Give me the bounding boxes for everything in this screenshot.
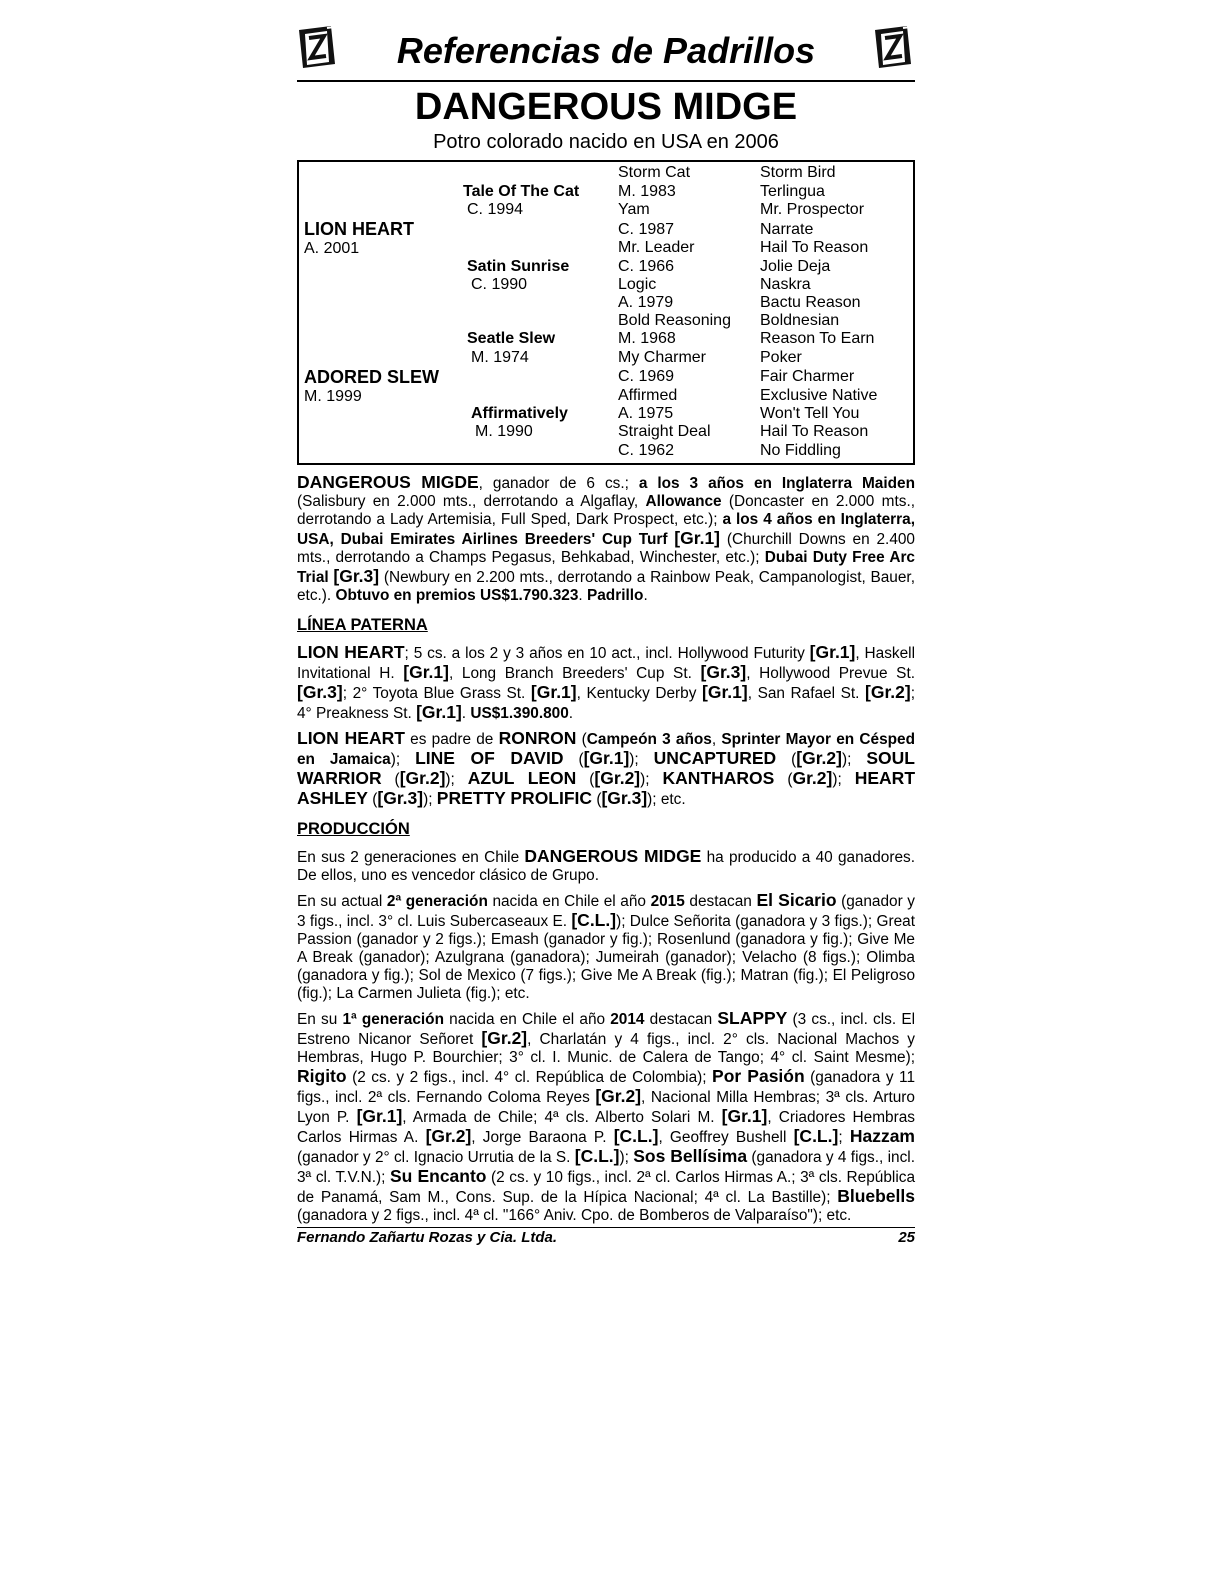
text-run: 1ª generación bbox=[342, 1011, 444, 1028]
text-run: ( bbox=[774, 771, 793, 788]
text-run: (ganador y 3 figs., incl. 3° cl. Luis Subercaseaux E. bbox=[297, 893, 916, 930]
pedigree-gen3-name: Affirmed bbox=[618, 387, 678, 404]
text-run: . bbox=[643, 587, 648, 604]
text-run: En sus 2 generaciones en Chile bbox=[297, 849, 525, 866]
text-run: ; bbox=[838, 1129, 850, 1146]
text-run: destacan bbox=[644, 1011, 718, 1028]
horse-name: DANGEROUS MIDGE bbox=[414, 86, 798, 128]
page-footer bbox=[297, 1227, 915, 1247]
grade-label: [Gr.1] bbox=[583, 748, 630, 768]
text-run: , San Rafael St. bbox=[747, 685, 865, 702]
text-run: Sos Bellísima bbox=[633, 1146, 748, 1166]
pedigree-gen4-name: Naskra bbox=[760, 276, 811, 293]
pedigree-dam-info: M. 1999 bbox=[304, 388, 362, 405]
grade-label: [C.L.] bbox=[613, 1126, 659, 1146]
text-run: . bbox=[461, 705, 471, 722]
pedigree-gen3-info: C. 1966 bbox=[618, 258, 675, 275]
text-run: (ganadora y 4 figs., incl. 3ª cl. T.V.N.); bbox=[297, 1149, 915, 1186]
text-run: El Sicario bbox=[756, 890, 837, 910]
pedigree-gen3-name: Straight Deal bbox=[618, 423, 711, 440]
text-run: destacan bbox=[684, 893, 757, 910]
grade-label: [Gr.1] bbox=[674, 528, 721, 548]
text-run: , Geoffrey Bushell bbox=[658, 1129, 794, 1146]
text-run: (Salisbury en 2.000 mts., derrotando a Algaflay, bbox=[297, 493, 646, 510]
section-title-produccion: PRODUCCIÓN bbox=[297, 820, 410, 838]
pedigree-table bbox=[297, 160, 915, 465]
grade-label: [Gr.1] bbox=[416, 702, 462, 722]
grade-label: [Gr.2] bbox=[796, 748, 842, 768]
text-run: SOUL WARRIOR bbox=[297, 748, 915, 788]
text-run: ); bbox=[619, 1149, 634, 1166]
text-run: LION HEART bbox=[297, 728, 405, 748]
text-run: ); bbox=[445, 771, 468, 788]
pedigree-gen3-info: M. 1968 bbox=[618, 330, 676, 347]
text-run: ); bbox=[841, 751, 867, 768]
text-run: (2 cs. y 2 figs., incl. 4° cl. República de Colombia); bbox=[346, 1069, 713, 1086]
text-run: , Charlatán y 4 figs., incl. 2° cls. Nacional Machos y Hembras, Hugo P. Bourchier; 3° cl. I. Munic. de Calera de Tango; 4° cl. Saint Mesme); bbox=[297, 1031, 915, 1066]
text-run: , Nacional Milla Hembras; 3ª cls. Arturo Lyon P. bbox=[297, 1089, 915, 1126]
text-run: SLAPPY bbox=[717, 1008, 788, 1028]
text-run: (ganador y 2° cl. Ignacio Urrutia de la S. bbox=[297, 1149, 575, 1166]
text-run: (Doncaster en 2.000 mts., derrotando a Lady Artemisia, Full Sped, Dark Prospect, etc.); bbox=[297, 493, 915, 528]
pedigree-gen2-name: Tale Of The Cat bbox=[463, 183, 580, 200]
text-run: Padrillo bbox=[586, 587, 644, 604]
text-run: Por Pasión bbox=[712, 1066, 805, 1086]
text-run: Allowance bbox=[645, 493, 722, 510]
pedigree-gen4-name: Mr. Prospector bbox=[760, 201, 865, 218]
pedigree-gen4-name: Fair Charmer bbox=[760, 368, 855, 385]
text-run: (ganadora y 2 figs., incl. 4ª cl. "166° Aniv. Cpo. de Bomberos de Valparaíso"); etc. bbox=[297, 1207, 852, 1224]
pedigree-gen2-info: C. 1994 bbox=[467, 201, 524, 218]
text-run: Su Encanto bbox=[389, 1166, 487, 1186]
pedigree-gen4-name: Exclusive Native bbox=[760, 387, 878, 404]
pedigree-gen3-info: C. 1969 bbox=[618, 368, 675, 385]
text-run: AZUL LEON bbox=[467, 768, 577, 788]
pedigree-gen4-name: Jolie Deja bbox=[760, 258, 831, 275]
grade-label: [Gr.1] bbox=[530, 682, 577, 702]
text-run: Hazzam bbox=[849, 1126, 915, 1146]
pedigree-gen3-info: A. 1979 bbox=[618, 294, 674, 311]
stylized-z-emblem-icon bbox=[873, 24, 913, 70]
pedigree-gen3-name: Yam bbox=[618, 201, 650, 218]
text-run: En su bbox=[297, 1011, 343, 1028]
text-run: En su actual bbox=[297, 893, 387, 910]
grade-label: [C.L.] bbox=[793, 1126, 839, 1146]
text-run: ( bbox=[576, 771, 595, 788]
pedigree-gen2-info: C. 1990 bbox=[471, 276, 528, 293]
text-run: Obtuvo en premios US$1.790.323 bbox=[335, 587, 579, 604]
text-run: ( bbox=[381, 771, 400, 788]
grade-label: [Gr.2] bbox=[865, 682, 911, 702]
horse-subtitle: Potro colorado nacido en USA en 2006 bbox=[433, 131, 779, 153]
grade-label: [Gr.1] bbox=[809, 642, 856, 662]
grade-label: [Gr.1] bbox=[721, 1106, 768, 1126]
text-run: , Long Branch Breeders' Cup St. bbox=[448, 665, 701, 682]
pedigree-gen3-name: Logic bbox=[618, 276, 657, 293]
text-run: PRETTY PROLIFIC bbox=[436, 788, 593, 808]
text-run: Dubai Duty Free Arc Trial bbox=[297, 549, 915, 586]
grade-label: [Gr.1] bbox=[702, 682, 748, 702]
text-run: ( bbox=[576, 731, 587, 748]
grade-label: [Gr.3] bbox=[601, 788, 648, 808]
text-run: 2ª generación bbox=[386, 893, 488, 910]
grade-label: Gr.2] bbox=[792, 768, 833, 788]
pedigree-gen4-name: Won't Tell You bbox=[760, 405, 860, 422]
text-run: , Armada de Chile; 4ª cls. Alberto Solari M. bbox=[402, 1109, 722, 1126]
pedigree-gen2-info: M. 1974 bbox=[471, 349, 529, 366]
linea-paragraph-1 bbox=[297, 643, 915, 723]
text-run: a los 3 años en Inglaterra Maiden bbox=[638, 475, 915, 492]
pedigree-gen3-name: Mr. Leader bbox=[618, 239, 695, 256]
text-run: (ganadora y 11 figs., incl. 2ª cls. Fernando Coloma Reyes bbox=[297, 1069, 916, 1106]
pedigree-gen4-name: Hail To Reason bbox=[760, 423, 869, 440]
text-run: ); bbox=[629, 751, 654, 768]
text-run: , ganador de 6 cs.; bbox=[478, 475, 639, 492]
text-run: ); bbox=[640, 771, 663, 788]
grade-label: [Gr.2] bbox=[399, 768, 446, 788]
pedigree-gen4-name: Narrate bbox=[760, 221, 814, 238]
text-run: a los 4 años en Inglaterra, USA, Dubai Emirates Airlines Breeders' Cup Turf bbox=[297, 511, 915, 548]
grade-label: [Gr.1] bbox=[356, 1106, 403, 1126]
grade-label: [Gr.2] bbox=[594, 768, 641, 788]
pedigree-gen3-info: A. 1975 bbox=[618, 405, 674, 422]
text-run: (Newbury en 2.200 mts., derrotando a Rainbow Peak, Campanologist, Bauer, etc.). bbox=[297, 569, 915, 604]
text-run: , Criadores Hembras Carlos Hirmas A. bbox=[297, 1109, 915, 1146]
page-number: 25 bbox=[898, 1229, 915, 1246]
text-run: UNCAPTURED bbox=[653, 748, 777, 768]
text-run: 2015 bbox=[650, 893, 685, 910]
pedigree-gen4-name: Storm Bird bbox=[760, 164, 836, 181]
text-run: ha producido a 40 ganadores. De ellos, uno es vencedor clásico de Grupo. bbox=[297, 849, 915, 884]
pedigree-gen4-name: Poker bbox=[760, 349, 802, 366]
text-run: , Kentucky Derby bbox=[576, 685, 702, 702]
section-title-linea-paterna: LÍNEA PATERNA bbox=[297, 616, 428, 634]
header-title: Referencias de Padrillos bbox=[396, 30, 816, 71]
produccion-paragraph-2 bbox=[297, 891, 915, 1003]
pedigree-gen4-name: Terlingua bbox=[760, 183, 825, 200]
pedigree-gen2-name: Satin Sunrise bbox=[467, 258, 570, 275]
pedigree-gen4-name: Boldnesian bbox=[760, 312, 840, 329]
grade-label: [C.L.] bbox=[571, 910, 617, 930]
text-run: Campeón 3 años bbox=[586, 731, 712, 748]
campaign-paragraph bbox=[297, 473, 915, 605]
linea-paragraph-2 bbox=[297, 729, 915, 809]
pedigree-gen4-name: Hail To Reason bbox=[760, 239, 869, 256]
document-page bbox=[297, 20, 915, 1247]
text-run: ); etc. bbox=[647, 791, 686, 808]
pedigree-gen3-name: My Charmer bbox=[618, 349, 707, 366]
text-run: es padre de bbox=[404, 731, 499, 748]
horse-name-inline: DANGEROUS MIGDE bbox=[297, 472, 479, 492]
text-run: Rigito bbox=[297, 1066, 347, 1086]
text-run: ( bbox=[563, 751, 584, 768]
text-run: , bbox=[711, 731, 722, 748]
grade-label: [Gr.3] bbox=[333, 566, 380, 586]
grade-label: [Gr.2] bbox=[425, 1126, 472, 1146]
text-run: nacida en Chile el año bbox=[487, 893, 651, 910]
text-run: KANTHAROS bbox=[662, 768, 775, 788]
pedigree-gen2-name: Seatle Slew bbox=[467, 330, 556, 347]
pedigree-gen2-info: M. 1990 bbox=[475, 423, 533, 440]
grade-label: [Gr.3] bbox=[700, 662, 747, 682]
text-run: Bluebells bbox=[837, 1186, 915, 1206]
produccion-paragraph-3 bbox=[297, 1009, 915, 1225]
text-run: (2 cs. y 10 figs., incl. 2ª cl. Carlos Hirmas A.; 3ª cls. República de Panamá, Sam M., Cons. Sup. de la Hípica Nacional; 4ª cl. La Bastille); bbox=[297, 1169, 915, 1206]
pedigree-gen3-name: Storm Cat bbox=[618, 164, 691, 181]
text-run: LINE OF DAVID bbox=[415, 748, 564, 768]
produccion-paragraph-1 bbox=[297, 847, 915, 885]
text-run: , Hollywood Prevue St. bbox=[746, 665, 916, 682]
text-run: ); bbox=[423, 791, 437, 808]
grade-label: [Gr.3] bbox=[297, 682, 343, 702]
text-run: ); bbox=[390, 751, 416, 768]
grade-label: [Gr.2] bbox=[481, 1028, 528, 1048]
text-run: ; 4° Preakness St. bbox=[297, 685, 915, 722]
text-run: . bbox=[568, 705, 574, 722]
pedigree-gen3-info: C. 1962 bbox=[618, 442, 675, 459]
pedigree-gen2-name: Affirmatively bbox=[471, 405, 568, 422]
text-run: ( bbox=[367, 791, 378, 808]
pedigree-sire-info: A. 2001 bbox=[304, 240, 360, 257]
pedigree-gen3-info: C. 1987 bbox=[618, 221, 675, 238]
grade-label: [Gr.2] bbox=[595, 1086, 642, 1106]
text-run: ; 2° Toyota Blue Grass St. bbox=[342, 685, 531, 702]
page-header bbox=[297, 20, 915, 82]
text-run: (3 cs., incl. cls. El Estreno Nicanor Señoret bbox=[297, 1011, 916, 1048]
footer-company: Fernando Zañartu Rozas y Cia. Ltda. bbox=[297, 1229, 558, 1246]
pedigree-dam-name: ADORED SLEW bbox=[304, 367, 439, 387]
pedigree-gen3-info: M. 1983 bbox=[618, 183, 676, 200]
text-run: nacida en Chile el año bbox=[443, 1011, 611, 1028]
text-run: Sprinter Mayor en Césped en Jamaica bbox=[297, 731, 915, 768]
text-run: HEART ASHLEY bbox=[297, 768, 916, 808]
text-run: DANGEROUS MIDGE bbox=[524, 846, 702, 866]
grade-label: [Gr.3] bbox=[377, 788, 424, 808]
text-run: ); bbox=[832, 771, 855, 788]
grade-label: [Gr.1] bbox=[403, 662, 449, 682]
text-run: ; 5 cs. a los 2 y 3 años en 10 act., incl. Hollywood Futurity bbox=[404, 645, 810, 662]
text-run: (Churchill Downs en 2.400 mts., derrotando a Champs Pegasus, Behkabad, Winchester, etc.); bbox=[297, 531, 915, 566]
text-run: ( bbox=[776, 751, 797, 768]
pedigree-sire-name: LION HEART bbox=[304, 219, 414, 239]
text-run: , Jorge Baraona P. bbox=[471, 1129, 614, 1146]
text-run: US$1.390.800 bbox=[470, 705, 569, 722]
text-run: RONRON bbox=[498, 728, 577, 748]
text-run: ( bbox=[592, 791, 602, 808]
text-run: . bbox=[578, 587, 587, 604]
text-run: , Haskell Invitational H. bbox=[297, 645, 915, 682]
text-run: 2014 bbox=[610, 1011, 645, 1028]
pedigree-gen4-name: No Fiddling bbox=[760, 442, 841, 459]
text-run: LION HEART bbox=[297, 642, 405, 662]
pedigree-gen3-name: Bold Reasoning bbox=[618, 312, 731, 329]
text-run: ); Dulce Señorita (ganadora y 3 figs.); Great Passion (ganador y 2 figs.); Emash (ganador y fig.); Rosenlund (ganadora y fig.); Give Me A Break (ganador); Azulgrana (ganadora); Jumeirah (ganador); Velacho (8 figs.); Olimba (ganadora y fig.); Sol de Mexico (7 figs.); Give Me A Break (fig.); Matran (fig.); El Peligroso (fig.); La Carmen Julieta (fig.); etc. bbox=[297, 913, 916, 1002]
grade-label: [C.L.] bbox=[574, 1146, 620, 1166]
pedigree-gen4-name: Reason To Earn bbox=[760, 330, 875, 347]
pedigree-gen4-name: Bactu Reason bbox=[760, 294, 861, 311]
